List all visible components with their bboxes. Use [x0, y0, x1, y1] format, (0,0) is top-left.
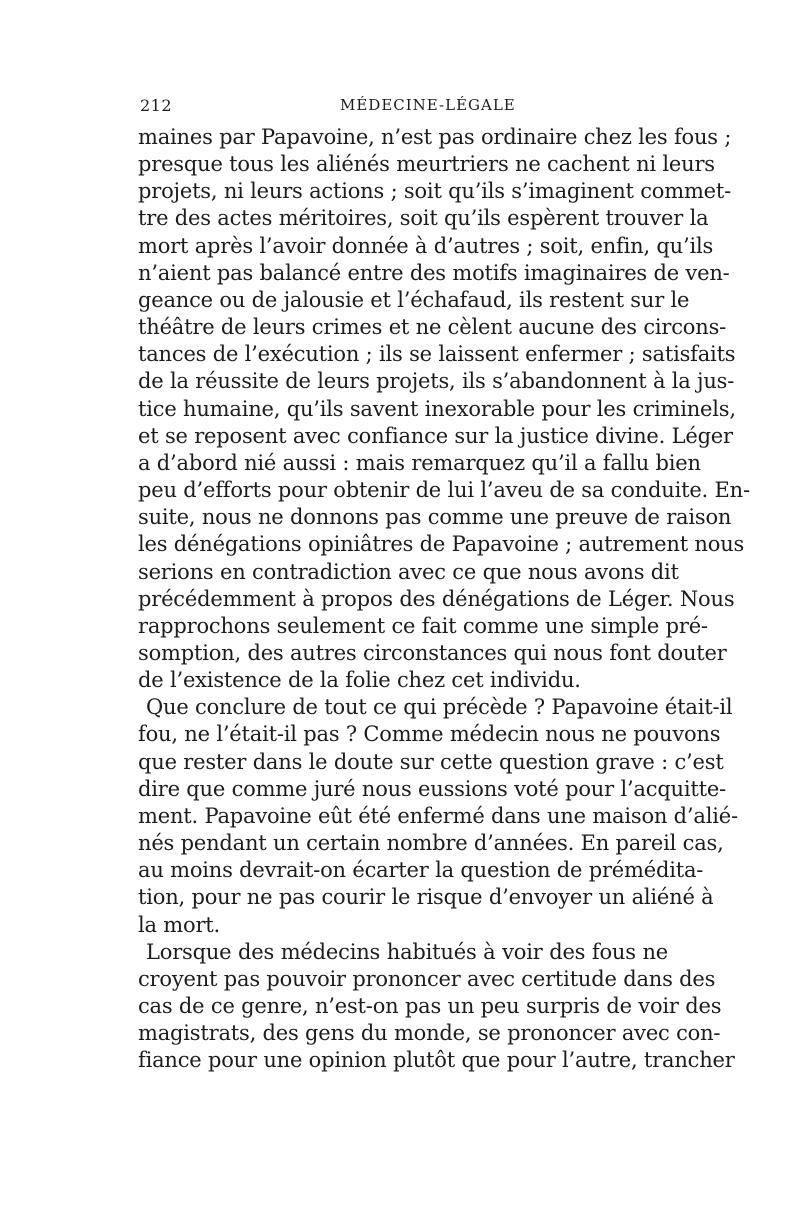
text-line: ment. Papavoine eût été enfermé dans une maison d’alié- — [138, 803, 738, 828]
text-line: geance ou de jalousie et l’échafaud, ils restent sur le — [138, 287, 690, 312]
text-line: fiance pour une opinion plutôt que pour l’autre, trancher — [138, 1048, 735, 1073]
text-line: la mort. — [138, 912, 221, 937]
body-text — [138, 124, 750, 1074]
text-line: au moins devrait-on écarter la question de prémédita- — [138, 858, 704, 883]
text-line: fou, ne l’était-il pas ? Comme médecin nous ne pouvons — [138, 722, 721, 747]
paragraph-start-line: Que conclure de tout ce qui précède ? Papavoine était-il — [146, 695, 733, 720]
text-line: presque tous les aliénés meurtriers ne cachent ni leurs — [138, 152, 715, 177]
text-line: les dénégations opiniâtres de Papavoine ; autrement nous — [138, 532, 745, 557]
text-line: nés pendant un certain nombre d’années. En pareil cas, — [138, 831, 724, 856]
page-number: 212 — [140, 96, 173, 115]
text-line: cas de ce genre, n’est-on pas un peu surpris de voir des — [138, 994, 722, 1018]
text-line: peu d’efforts pour obtenir de lui l’aveu de sa conduite. En- — [138, 478, 750, 503]
text-line: n’aient pas balancé entre des motifs imaginaires de ven- — [138, 260, 730, 285]
text-line: de l’existence de la folie chez cet individu. — [138, 668, 581, 693]
text-line: et se reposent avec confiance sur la justice divine. Léger — [138, 423, 733, 448]
text-line: projets, ni leurs actions ; soit qu’ils s’imaginent commet- — [138, 179, 732, 204]
running-head — [140, 96, 670, 120]
header-title: MÉDECINE-LÉGALE — [340, 96, 516, 114]
text-line: précédemment à propos des dénégations de Léger. Nous — [138, 586, 735, 611]
text-line: tion, pour ne pas courir le risque d’envoyer un aliéné à — [138, 885, 714, 910]
text-line: tre des actes méritoires, soit qu’ils espèrent trouver la — [138, 206, 709, 231]
text-line: que rester dans le doute sur cette question grave : c’est — [138, 749, 724, 774]
text-line: a d’abord nié aussi : mais remarquez qu’il a fallu bien — [138, 450, 701, 475]
text-line: serions en contradiction avec ce que nous avons dit — [138, 559, 679, 584]
text-line: mort après l’avoir donnée à d’autres ; soit, enfin, qu’ils — [138, 233, 714, 258]
text-line: croyent pas pouvoir prononcer avec certitude dans des — [138, 966, 716, 991]
text-line: somption, des autres circonstances qui nous font douter — [138, 640, 727, 665]
text-line: rapprochons seulement ce fait comme une simple pré- — [138, 613, 708, 638]
text-line: magistrats, des gens du monde, se prononcer avec con- — [138, 1021, 721, 1046]
text-line: tice humaine, qu’ils savent inexorable pour les criminels, — [138, 396, 736, 421]
text-line: dire que comme juré nous eussions voté pour l’acquitte- — [138, 776, 727, 801]
text-line: tances de l’exécution ; ils se laissent enfermer ; satisfaits — [138, 342, 736, 367]
text-line: maines par Papavoine, n’est pas ordinaire chez les fous ; — [138, 125, 732, 149]
text-line: de la réussite de leurs projets, ils s’abandonnent à la jus- — [138, 369, 735, 394]
paragraph-start-line: Lorsque des médecins habitués à voir des fous ne — [146, 939, 668, 964]
text-line: théâtre de leurs crimes et ne cèlent aucune des circons- — [138, 315, 727, 340]
text-line: suite, nous ne donnons pas comme une preuve de raison — [138, 505, 732, 530]
